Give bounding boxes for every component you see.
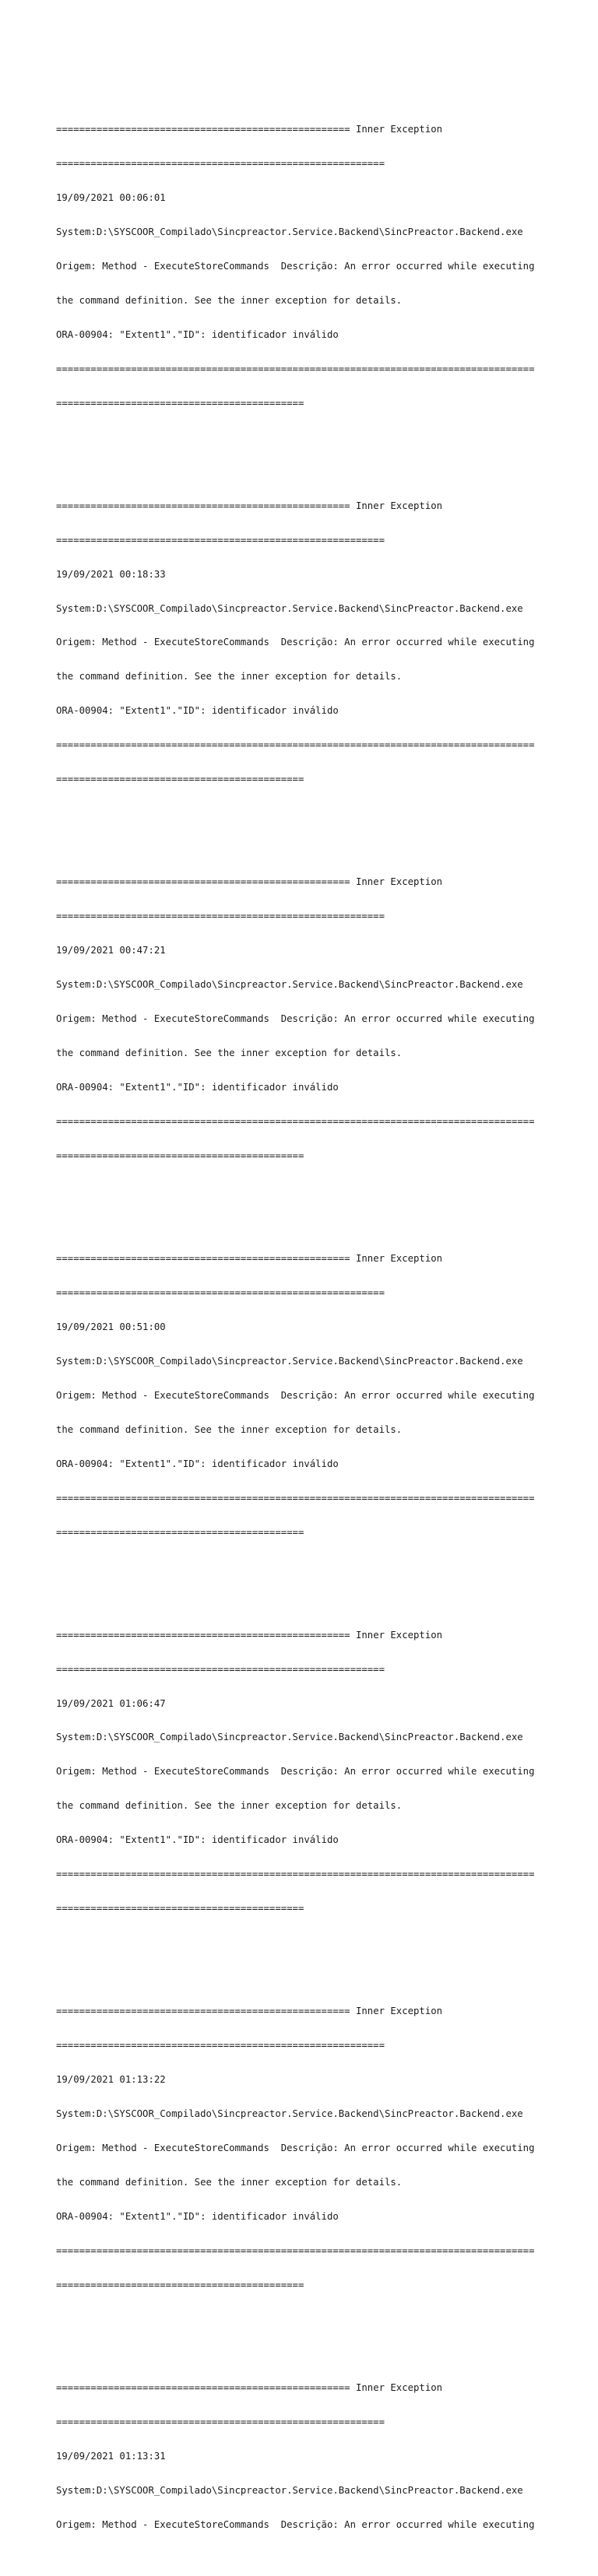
- footer-rule-short: ===========================================: [56, 397, 304, 409]
- inner-exception-header: [56, 876, 554, 888]
- entry-timestamp: 19/09/2021 00:51:00: [56, 1321, 166, 1332]
- log-entry: [56, 1606, 554, 1937]
- entry-error-message: ORA-00904: "Extent1"."ID": identificador inválido: [56, 1082, 339, 1093]
- footer-rule-long: ===================================================================================: [56, 2245, 535, 2256]
- entry-system-path: System:D:\SYSCOOR_Compilado\Sincpreactor.Service.Backend\SincPreactor.Backend.exe: [56, 2108, 523, 2120]
- entry-origin-continued: the command definition. See the inner exception for details.: [56, 1800, 403, 1812]
- footer-rule-long: ===================================================================================: [56, 1492, 535, 1504]
- inner-exception-header: [56, 2382, 554, 2394]
- footer-rule-short: ===========================================: [56, 1526, 304, 1538]
- log-entry: [56, 2360, 554, 2553]
- inner-exception-label: Inner Exception: [355, 500, 443, 511]
- entry-origin: Origem: Method - ExecuteStoreCommands Descrição: An error occurred while executing: [56, 1766, 535, 1778]
- entry-timestamp: 19/09/2021 00:18:33: [56, 568, 166, 580]
- entry-error-message: ORA-00904: "Extent1"."ID": identificador inválido: [56, 328, 339, 340]
- entry-system-path: System:D:\SYSCOOR_Compilado\Sincpreactor.Service.Backend\SincPreactor.Backend.exe: [56, 1355, 523, 1367]
- log-document: [56, 55, 554, 2576]
- entry-origin-continued: the command definition. See the inner exception for details.: [56, 2177, 403, 2188]
- header-rule: =========================================================: [56, 911, 385, 922]
- inner-exception-label: Inner Exception: [355, 1252, 443, 1264]
- entry-system-path: System:D:\SYSCOOR_Compilado\Sincpreactor.Service.Backend\SincPreactor.Backend.exe: [56, 226, 523, 237]
- inner-exception-header: [56, 1630, 554, 1641]
- header-rule: =========================================================: [56, 1663, 385, 1675]
- log-entry: [56, 101, 554, 432]
- entry-timestamp: 19/09/2021 00:06:01: [56, 191, 166, 203]
- entry-error-message: ORA-00904: "Extent1"."ID": identificador inválido: [56, 1834, 339, 1846]
- entry-origin-continued: the command definition. See the inner exception for details.: [56, 671, 403, 683]
- header-rule: =========================================================: [56, 157, 385, 169]
- entry-origin-continued: the command definition. See the inner exception for details.: [56, 1048, 403, 1059]
- entry-origin: Origem: Method - ExecuteStoreCommands Descrição: An error occurred while executing: [56, 260, 535, 272]
- footer-rule-long: ===================================================================================: [56, 739, 535, 751]
- footer-rule-long: ===================================================================================: [56, 363, 535, 374]
- inner-exception-header: [56, 1253, 554, 1265]
- header-separator: ===================================================: [56, 2006, 356, 2017]
- header-rule: =========================================================: [56, 2416, 385, 2427]
- inner-exception-header: [56, 2006, 554, 2017]
- entry-timestamp: 19/09/2021 01:06:47: [56, 1697, 166, 1709]
- footer-rule-short: ===========================================: [56, 1150, 304, 1161]
- header-separator: ===================================================: [56, 1629, 356, 1641]
- log-entry: [56, 477, 554, 808]
- inner-exception-header: [56, 500, 554, 512]
- header-rule: =========================================================: [56, 1286, 385, 1298]
- entry-origin: Origem: Method - ExecuteStoreCommands Descrição: An error occurred while executing: [56, 1013, 535, 1025]
- inner-exception-label: Inner Exception: [355, 1629, 443, 1641]
- entry-timestamp: 19/09/2021 01:13:22: [56, 2074, 166, 2086]
- footer-rule-short: ===========================================: [56, 774, 304, 785]
- log-entry: [56, 854, 554, 1184]
- entry-system-path: System:D:\SYSCOOR_Compilado\Sincpreactor.Service.Backend\SincPreactor.Backend.exe: [56, 602, 523, 614]
- entry-origin-continued: the command definition. See the inner exception for details.: [56, 1423, 403, 1435]
- header-separator: ===================================================: [56, 1252, 356, 1264]
- entry-origin: Origem: Method - ExecuteStoreCommands Descrição: An error occurred while executing: [56, 2518, 535, 2530]
- entry-system-path: System:D:\SYSCOOR_Compilado\Sincpreactor.Service.Backend\SincPreactor.Backend.exe: [56, 2484, 523, 2496]
- entry-origin-continued: the command definition. See the inner exception for details.: [56, 294, 403, 306]
- entry-origin: Origem: Method - ExecuteStoreCommands Descrição: An error occurred while executing: [56, 637, 535, 648]
- entry-error-message: ORA-00904: "Extent1"."ID": identificador inválido: [56, 705, 339, 717]
- entry-error-message: ORA-00904: "Extent1"."ID": identificador inválido: [56, 2211, 339, 2223]
- header-separator: ===================================================: [56, 2381, 356, 2393]
- entry-system-path: System:D:\SYSCOOR_Compilado\Sincpreactor.Service.Backend\SincPreactor.Backend.exe: [56, 979, 523, 991]
- log-entry: [56, 1983, 554, 2314]
- footer-rule-short: ===========================================: [56, 1903, 304, 1914]
- log-entry: [56, 1230, 554, 1561]
- entry-system-path: System:D:\SYSCOOR_Compilado\Sincpreactor.Service.Backend\SincPreactor.Backend.exe: [56, 1732, 523, 1743]
- header-rule: =========================================================: [56, 2040, 385, 2051]
- header-rule: =========================================================: [56, 534, 385, 546]
- inner-exception-label: Inner Exception: [355, 2381, 443, 2393]
- entry-timestamp: 19/09/2021 01:13:31: [56, 2450, 166, 2462]
- inner-exception-header: [56, 124, 554, 135]
- inner-exception-label: Inner Exception: [355, 876, 443, 888]
- header-separator: ===================================================: [56, 500, 356, 511]
- entry-timestamp: 19/09/2021 00:47:21: [56, 945, 166, 956]
- footer-rule-short: ===========================================: [56, 2279, 304, 2290]
- inner-exception-label: Inner Exception: [355, 2006, 443, 2017]
- header-separator: ===================================================: [56, 876, 356, 888]
- header-separator: ===================================================: [56, 123, 356, 135]
- footer-rule-long: ===================================================================================: [56, 1869, 535, 1880]
- entry-origin: Origem: Method - ExecuteStoreCommands Descrição: An error occurred while executing: [56, 2143, 535, 2154]
- footer-rule-long: ===================================================================================: [56, 1116, 535, 1128]
- entry-origin: Origem: Method - ExecuteStoreCommands Descrição: An error occurred while executing: [56, 1389, 535, 1401]
- inner-exception-label: Inner Exception: [355, 123, 443, 135]
- entry-error-message: ORA-00904: "Extent1"."ID": identificador inválido: [56, 1458, 339, 1469]
